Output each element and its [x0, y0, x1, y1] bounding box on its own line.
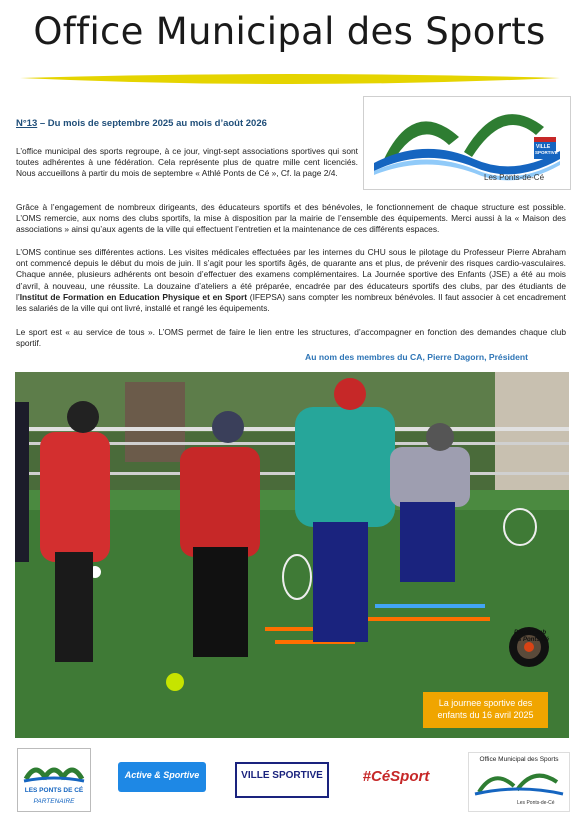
issue-period: – Du mois de septembre 2025 au mois d’août 2026 [37, 118, 267, 129]
photo-caption-line2: enfants du 16 avril 2025 [437, 710, 534, 720]
photo-credit-line1: Photo Club [514, 630, 546, 636]
ville-sportive-label: VILLE SPORTIVE [241, 770, 323, 781]
paragraph-actions-part2: (IFEPSA) sans compter les nombreux bénévoles. Il faut associer à cet encadrement les salariés de la ville qui ont livré, installé et rangé les équipements. [16, 291, 566, 314]
partner-label: PARTENAIRE [33, 798, 75, 805]
partner-town: LES PONTS DE CÉ [24, 787, 84, 794]
ville-sportive-logo [235, 762, 329, 798]
hashtag-logo [354, 766, 438, 790]
logo-badge-line2: SPORTIVE [535, 150, 558, 155]
page-title: Office Municipal des Sports [33, 10, 546, 53]
oms-footer-swoosh-icon [469, 766, 569, 800]
photo-credit [505, 630, 555, 644]
photo-caption-line1: La journee sportive des [438, 698, 533, 708]
partner-logo-swoosh-icon [18, 757, 90, 785]
logo-badge-line1: VILLE [536, 144, 551, 150]
paragraph-thanks: Grâce à l’engagement de nombreux dirigeants, des éducateurs sportifs et des bénévoles, le fonctionnement de chaque structure est possible. L’OMS remercie, aux noms des clubs sportifs, la mise à disposition par la mairie de l’ensemble des équipements. Merci aussi à la « Maison des associations » ainsi qu’aux agents de la ville qui effectuent l’entretien et la maintenance de ces différents espaces. [16, 202, 566, 235]
event-photo [15, 372, 569, 738]
hashtag-label: #CéSport [362, 768, 430, 785]
oms-footer-label: Office Municipal des Sports [479, 756, 559, 763]
paragraph-actions [16, 247, 566, 314]
photo-credit-line2: Les Ponts Cé [510, 637, 549, 643]
paragraph-actions-part1: L’OMS continue ses différentes actions. Les visites médicales effectuées par les internes du CHU sous le pilotage du Professeur Pierre Abraham ont commencé depuis le début du mois de juin. Il s’agit pour les sportifs âgés, de quarante ans et plus, de prévenir des risques cardio-vasculaires. Chaque année, plusieurs adhérents ont besoin d’effectuer des examens complémentaires. La Journée sportive des Enfants (JSE) a été au mois d’avril, à nouveau, une réussite. La douzaine d’ateliers a été préparée, encadrée par des éducateurs sportifs des clubs, par des étudiants de l’ [16, 247, 566, 302]
photo-caption [423, 692, 548, 728]
event-photo-illustration [15, 372, 569, 738]
issue-number: N°13 [16, 118, 38, 129]
oms-footer-logo [468, 752, 570, 812]
active-sportive-logo [118, 762, 206, 792]
partner-logo [17, 748, 91, 812]
logo-town: Les Ponts-de-Cé [484, 173, 545, 182]
title-underline-swoosh [20, 72, 560, 88]
oms-logo [363, 96, 571, 190]
signature: Au nom des membres du CA, Pierre Dagorn, Président [305, 352, 529, 362]
issue-heading [16, 118, 267, 129]
paragraph-intro: L’office municipal des sports regroupe, à ce jour, vingt-sept associations sportives qui sont toutes adhérentes à une fédération. Cela représente plus de quatre mille cent licenciés. Nous accueillons à partir du mois de septembre « Athlé Ponts de Cé », Cf. la page 2/4. [16, 146, 358, 179]
oms-footer-town: Les Ponts-de-Cé [517, 800, 555, 806]
paragraph-service: Le sport est « au service de tous ». L’OMS permet de faire le lien entre les structures, d’accompagner en fonction des demandes chaque club sportif. [16, 327, 566, 349]
paragraph-actions-institute: Institut de Formation en Education Physique et en Sport [19, 291, 248, 302]
active-sportive-label: Active & Sportive [124, 770, 200, 780]
